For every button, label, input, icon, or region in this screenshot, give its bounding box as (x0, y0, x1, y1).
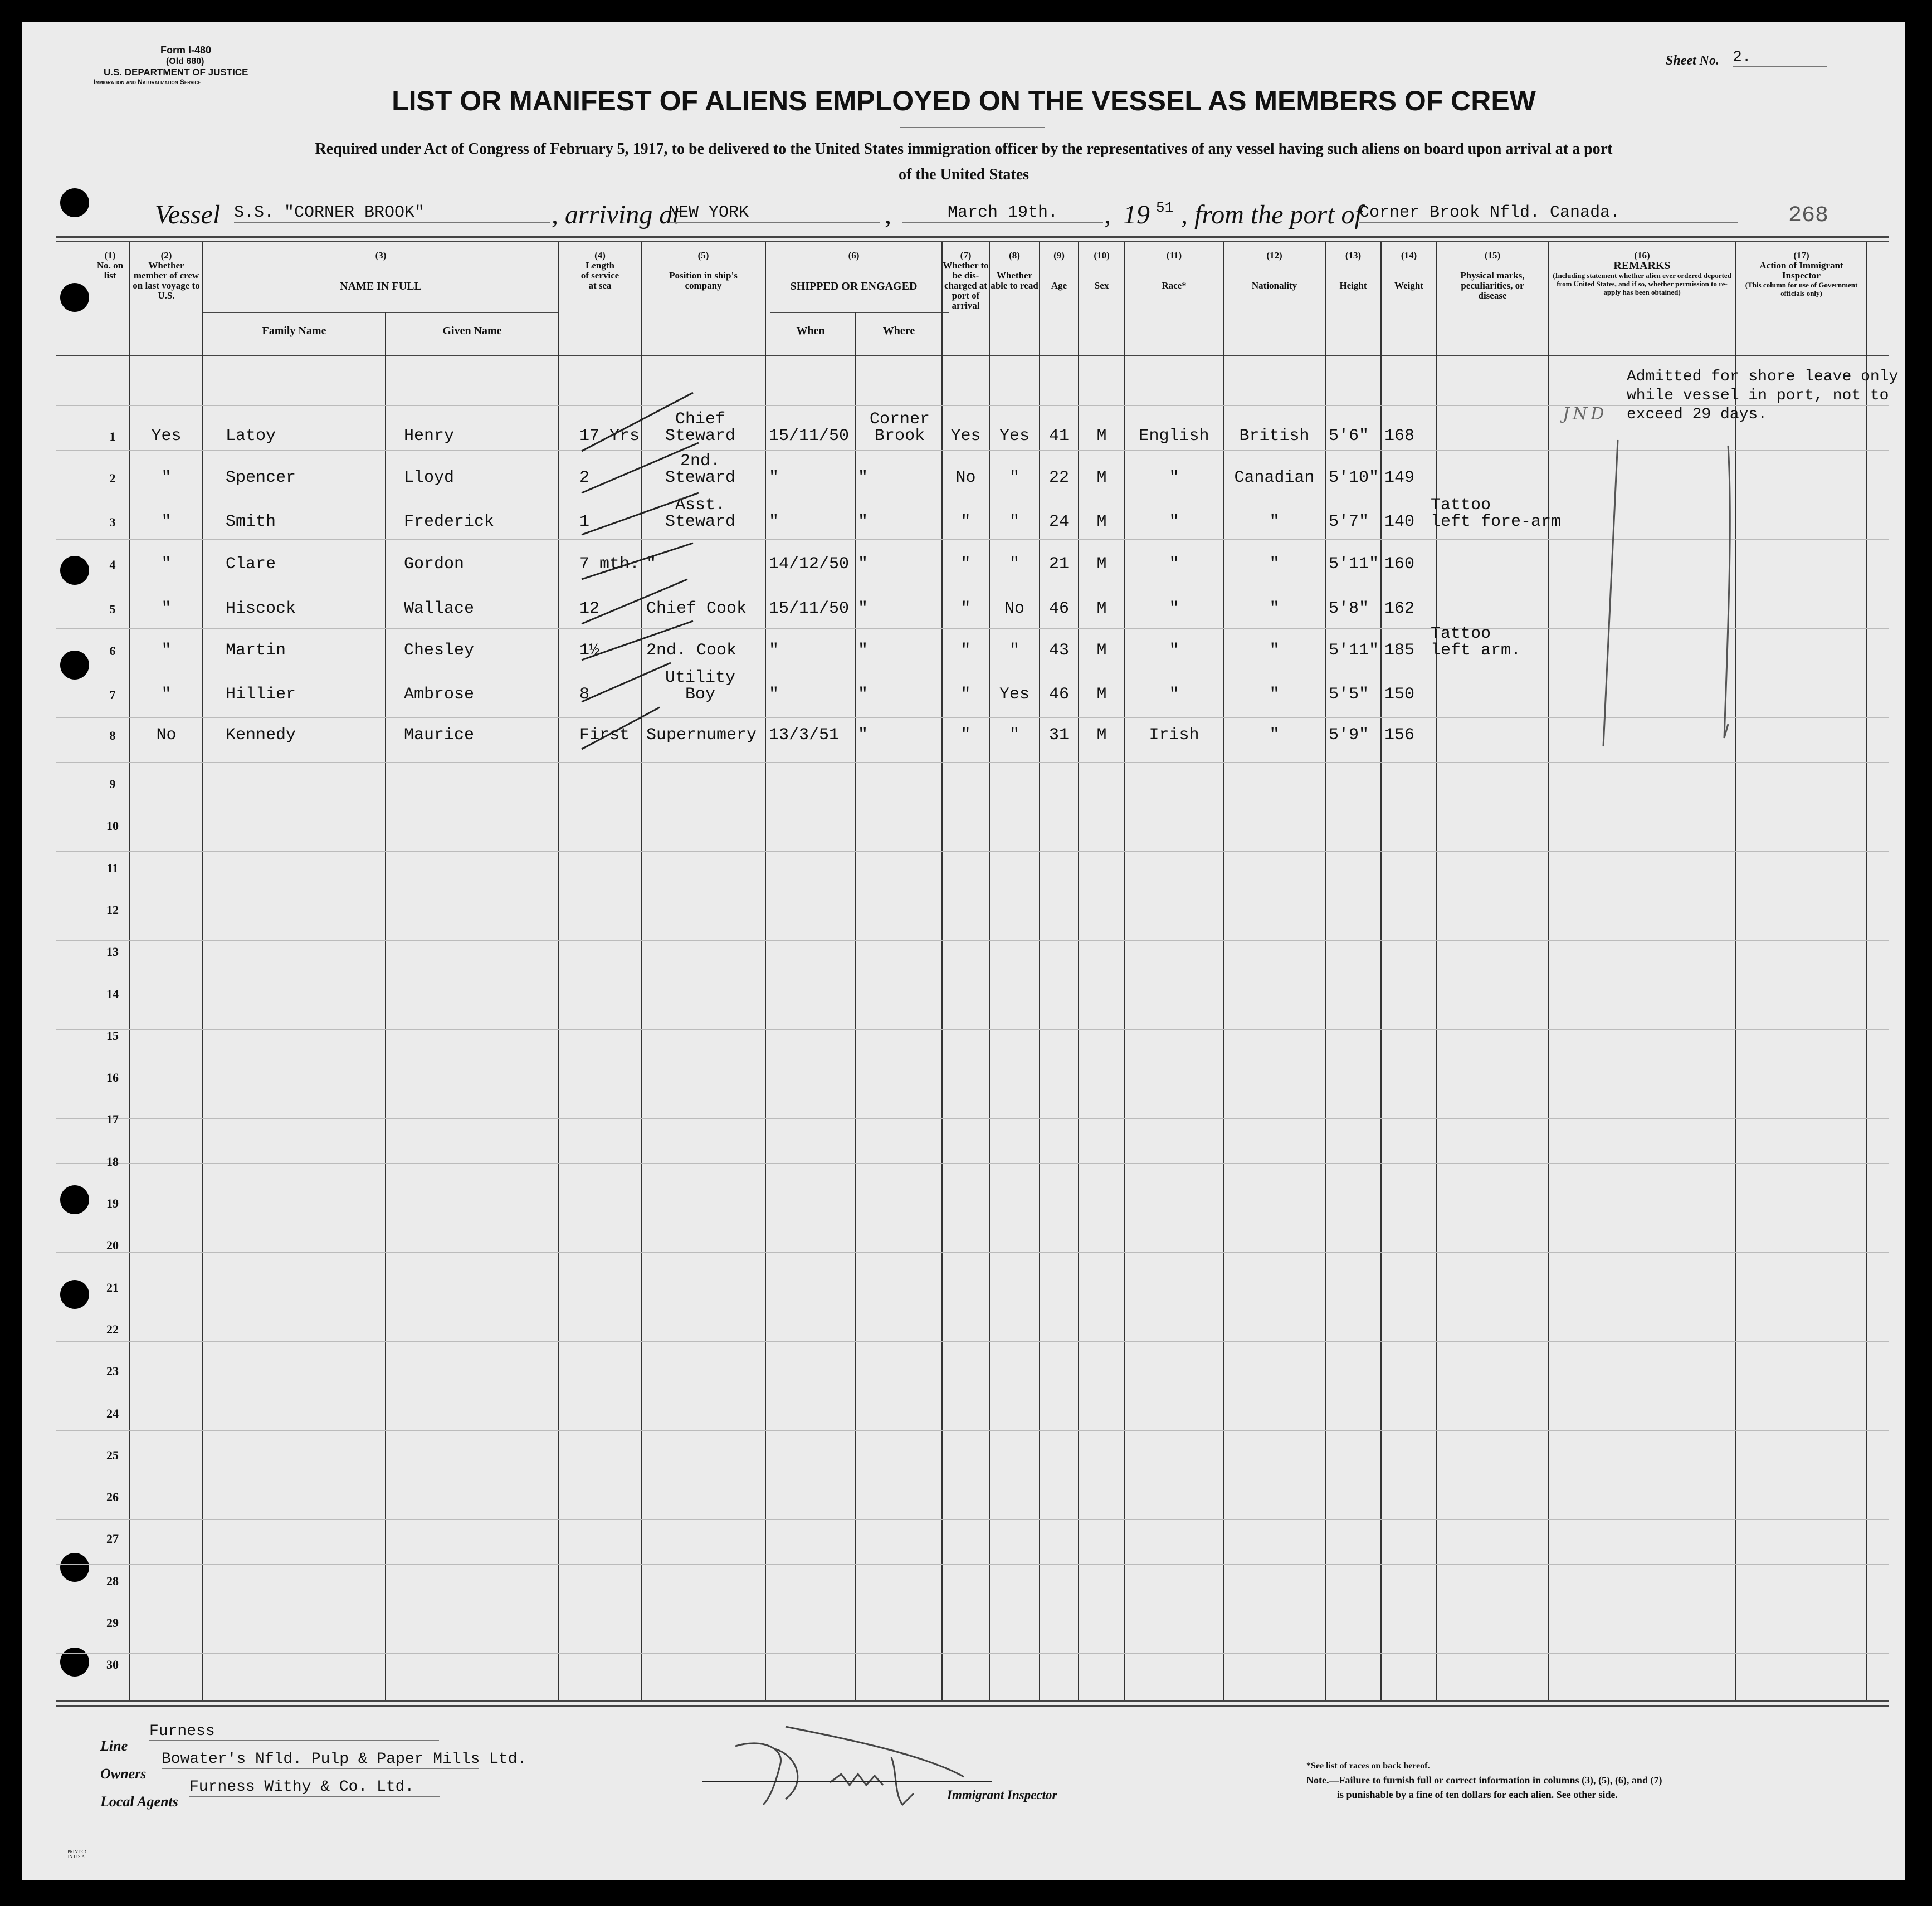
cell-sex: M (1096, 468, 1107, 487)
cell-family: Latoy (226, 427, 276, 446)
col-line (1078, 242, 1079, 1700)
row-number: 20 (106, 1238, 119, 1253)
cell-given: Frederick (404, 512, 495, 531)
cell-height: 5'5" (1329, 685, 1369, 704)
cell-given: Ambrose (404, 685, 475, 704)
col-line (1380, 242, 1382, 1700)
col-6a-label: When (796, 325, 825, 337)
service-column-slashes (559, 359, 726, 771)
col-line (1548, 242, 1549, 1700)
col-4-label: Length of service at sea (580, 260, 619, 291)
cell-marks: Tattoo left fore-arm (1431, 496, 1562, 531)
cell-discharged: No (955, 468, 976, 487)
cell-when: " (769, 685, 779, 704)
cell-given: Wallace (404, 599, 475, 618)
cell-read: " (1009, 512, 1019, 531)
col-line (765, 242, 766, 1700)
cell-race: " (1169, 468, 1179, 487)
col-12-header (1224, 251, 1325, 291)
col-15-label: Physical marks, peculiarities, or disease (1460, 270, 1525, 301)
cell-when: 15/11/50 (769, 599, 850, 618)
row-number: 14 (106, 986, 119, 1001)
cell-race: English (1139, 427, 1209, 446)
cell-last-voyage: " (161, 512, 172, 531)
cell-where: Corner Brook (869, 410, 930, 446)
col-line (1436, 242, 1437, 1700)
cell-read: Yes (999, 427, 1030, 446)
cell-where: " (858, 599, 869, 618)
cell-position: 2nd. Steward (665, 452, 736, 487)
remarks-bracket-marks (1582, 434, 1760, 752)
table-top-border (56, 236, 1889, 238)
cell-discharged: Yes (950, 427, 981, 446)
cell-position: Asst. Steward (665, 496, 736, 531)
col-10-number: (10) (1094, 250, 1110, 261)
col-5-label: Position in ship's company (669, 270, 738, 291)
cell-age: 46 (1048, 685, 1069, 704)
cell-discharged: " (960, 726, 971, 745)
col-8-header (990, 251, 1039, 291)
page-title: LIST OR MANIFEST OF ALIENS EMPLOYED ON THE VESSEL AS MEMBERS OF CREW (392, 85, 1536, 116)
col-3a-label: Family Name (262, 325, 326, 337)
col-15-header (1437, 251, 1548, 301)
manifest-sheet (22, 22, 1905, 1880)
row-number: 4 (109, 558, 116, 571)
owners-value: Bowater's Nfld. Pulp & Paper Mills Ltd. (162, 1751, 527, 1768)
col-7-label: Whether to be dis-charged at port of arrival (943, 260, 989, 311)
cell-given: Lloyd (404, 468, 455, 487)
col-5-number: (5) (697, 250, 709, 261)
row-rule (56, 1519, 1889, 1520)
remarks-line-1: Admitted for shore leave only (1627, 368, 1899, 385)
col-17-note: (This column for use of Government officials only) (1745, 281, 1858, 297)
cell-sex: M (1096, 599, 1107, 618)
row-number: 22 (106, 1322, 119, 1336)
row-rule (56, 762, 1889, 763)
col-line (1039, 242, 1040, 1700)
cell-last-voyage: " (161, 641, 172, 660)
cell-sex: M (1096, 512, 1107, 531)
col-1-label: No. on list (96, 260, 124, 281)
cell-when: " (769, 468, 779, 487)
row-rule (56, 1653, 1889, 1654)
cell-service: First (579, 726, 630, 745)
form-old-number: (Old 680) (166, 57, 204, 66)
cell-when: 14/12/50 (769, 555, 850, 574)
row-number: 8 (109, 729, 116, 742)
cell-given: Henry (404, 427, 455, 446)
row-number: 24 (106, 1406, 119, 1420)
col-line (989, 242, 990, 1700)
col-13-label: Height (1339, 280, 1367, 291)
row-number: 13 (106, 945, 119, 959)
cell-given: Chesley (404, 641, 475, 660)
row-number: 10 (106, 819, 119, 833)
remarks-line-2: while vessel in port, not to (1627, 387, 1889, 404)
cell-age: 24 (1048, 512, 1069, 531)
remarks-line-3: exceed 29 days. (1627, 406, 1768, 423)
cell-weight: 160 (1384, 555, 1415, 574)
col-10-header (1079, 251, 1124, 291)
vessel-name: S.S. "CORNER BROOK" (234, 203, 550, 223)
cell-when: " (769, 641, 779, 660)
table-bottom-border (56, 1700, 1889, 1702)
col-9-header (1040, 251, 1078, 291)
row-number: 29 (106, 1616, 119, 1630)
cell-service: 8 (579, 685, 590, 704)
cell-where: " (858, 641, 869, 660)
col-line (129, 242, 130, 1700)
form-number: Form I-480 (160, 45, 212, 56)
signature-line (702, 1781, 992, 1782)
cell-age: 22 (1048, 468, 1069, 487)
cell-sex: M (1096, 641, 1107, 660)
comma-sep: , (885, 200, 891, 229)
cell-age: 31 (1048, 726, 1069, 745)
col-11-label: Race* (1162, 280, 1187, 291)
col-3-number: (3) (375, 250, 387, 261)
cell-where: " (858, 726, 869, 745)
col-8-label: Whether able to read (991, 270, 1038, 291)
cell-race: " (1169, 685, 1179, 704)
col-16-header (1549, 251, 1735, 296)
col-15-number: (15) (1484, 250, 1501, 261)
comma-sep: , (1104, 200, 1111, 229)
row-number: 30 (106, 1658, 119, 1672)
row-number: 12 (106, 902, 119, 917)
punch-hole (60, 1648, 89, 1677)
row-number: 28 (106, 1573, 119, 1588)
row-rule (56, 1252, 1889, 1253)
sheet-number: 2. (1733, 49, 1827, 67)
col-line (1124, 242, 1125, 1700)
cell-service: 7 mth. (579, 555, 640, 574)
col-12-label: Nationality (1251, 280, 1297, 291)
cell-given: Gordon (404, 555, 465, 574)
line-label: Line (100, 1738, 128, 1754)
cell-read: " (1009, 726, 1019, 745)
cell-last-voyage: No (156, 726, 177, 745)
cell-family: Hiscock (226, 599, 296, 618)
line-value: Furness (149, 1723, 439, 1741)
col-7-number: (7) (960, 250, 972, 261)
cell-position: Supernumery (646, 726, 757, 745)
col-6b-label: Where (882, 325, 915, 337)
cell-sex: M (1096, 726, 1107, 745)
col-14-number: (14) (1401, 250, 1417, 261)
cell-height: 5'11" (1329, 555, 1379, 574)
punch-hole (60, 1185, 89, 1214)
arriving-label: , arriving at (552, 200, 680, 229)
table-top-border (56, 241, 1889, 242)
cell-given: Maurice (404, 726, 475, 745)
cell-when: 13/3/51 (769, 726, 840, 745)
cell-marks: Tattoo left arm. (1431, 624, 1521, 660)
col-3b-label: Given Name (442, 325, 502, 337)
row-number: 15 (106, 1028, 119, 1043)
cell-weight: 168 (1384, 427, 1415, 446)
row-number: 3 (109, 515, 116, 529)
cell-height: 5'6" (1329, 427, 1369, 446)
col-2-header (131, 251, 201, 301)
row-number: 19 (106, 1196, 119, 1210)
cell-read: " (1009, 555, 1019, 574)
col-6-header (766, 251, 941, 261)
row-rule (56, 1430, 1889, 1431)
cell-sex: M (1096, 685, 1107, 704)
cell-read: " (1009, 641, 1019, 660)
cell-weight: 149 (1384, 468, 1415, 487)
cell-nationality: " (1269, 599, 1280, 618)
cell-discharged: " (960, 641, 971, 660)
row-rule (56, 405, 1889, 406)
cell-when: " (769, 512, 779, 531)
col-12-number: (12) (1266, 250, 1282, 261)
cell-weight: 150 (1384, 685, 1415, 704)
cell-position: Utility Boy (665, 668, 736, 704)
local-agents-value: Furness Withy & Co. Ltd. (189, 1778, 440, 1797)
cell-where: " (858, 555, 869, 574)
row-number: 21 (106, 1280, 119, 1294)
row-rule (56, 1118, 1889, 1119)
row-rule (56, 1029, 1889, 1030)
service-name: Immigration and Naturalization Service (94, 78, 201, 86)
arrival-date: March 19th. (902, 203, 1103, 223)
inspector-label: Immigrant Inspector (947, 1788, 1057, 1802)
row-number: 27 (106, 1532, 119, 1546)
row-number: 5 (109, 602, 116, 616)
table-bottom-border (56, 1705, 1889, 1707)
cell-service: 17 Yrs (579, 427, 640, 446)
cell-height: 5'7" (1329, 512, 1369, 531)
cell-weight: 185 (1384, 641, 1415, 660)
arrival-port: NEW YORK (669, 203, 880, 223)
row-number: 6 (109, 644, 116, 658)
cell-race: " (1169, 641, 1179, 660)
departure-port: Corner Brook Nfld. Canada. (1359, 203, 1738, 223)
form-subtitle-line2: of the United States (898, 166, 1030, 183)
cell-age: 21 (1048, 555, 1069, 574)
cell-race: Irish (1149, 726, 1199, 745)
col-14-header (1382, 251, 1436, 291)
cell-family: Clare (226, 555, 276, 574)
cell-where: " (858, 685, 869, 704)
cell-discharged: " (960, 685, 971, 704)
form-subtitle-line1: Required under Act of Congress of February 5, 1917, to be delivered to the United States immigration officer by the representatives of any vessel having such aliens on board upon arrival at a port (315, 140, 1613, 158)
year-prefix: 19 (1123, 200, 1150, 229)
row-rule (56, 940, 1889, 941)
cell-height: 5'9" (1329, 726, 1369, 745)
col-3-header (203, 251, 558, 261)
penalty-note-2: is punishable by a fine of ten dollars for each alien. See other side. (1337, 1789, 1618, 1800)
col-9-number: (9) (1053, 250, 1065, 261)
col-5-header (642, 251, 765, 291)
row-number: 9 (109, 777, 116, 791)
row-number: 11 (106, 861, 119, 875)
cell-weight: 156 (1384, 726, 1415, 745)
col-6-number: (6) (848, 250, 860, 261)
cell-family: Martin (226, 641, 286, 660)
col-7-header (943, 251, 989, 311)
row-number: 18 (106, 1154, 119, 1169)
punch-hole (60, 283, 89, 312)
cell-discharged: " (960, 555, 971, 574)
title-underline (900, 127, 1045, 128)
cell-discharged: " (960, 512, 971, 531)
stamp-number: 268 (1788, 203, 1829, 228)
col-line (941, 242, 943, 1700)
cell-discharged: " (960, 599, 971, 618)
cell-where: " (858, 468, 869, 487)
row-number: 25 (106, 1448, 119, 1462)
col-13-number: (13) (1345, 250, 1362, 261)
row-rule (56, 851, 1889, 852)
row-number: 1 (109, 429, 116, 443)
row-number: 26 (106, 1490, 119, 1504)
col-17-header (1736, 251, 1866, 297)
year-suffix: 51 (1156, 199, 1174, 216)
name-subheader-divider (203, 312, 558, 313)
cell-family: Spencer (226, 468, 296, 487)
col-9-label: Age (1051, 280, 1067, 291)
cell-when: 15/11/50 (769, 427, 850, 446)
cell-age: 41 (1048, 427, 1069, 446)
col-10-label: Sex (1094, 280, 1109, 291)
cell-sex: M (1096, 427, 1107, 446)
col-line (1325, 242, 1326, 1700)
punch-hole (60, 651, 89, 680)
col-2-label: Whether member of crew on last voyage to U.S. (133, 260, 200, 301)
cell-read: " (1009, 468, 1019, 487)
cell-nationality: " (1269, 555, 1280, 574)
col-line (385, 312, 386, 1700)
col-3-label: NAME IN FULL (340, 280, 422, 292)
cell-service: 1 (579, 512, 590, 531)
cell-service: 12 (579, 599, 600, 618)
row-rule (56, 1163, 1889, 1164)
cell-position: Chief Cook (646, 599, 747, 618)
row-number: 16 (106, 1071, 119, 1085)
cell-nationality: British (1239, 427, 1310, 446)
col-line (202, 242, 203, 1700)
cell-family: Kennedy (226, 726, 296, 745)
cell-age: 46 (1048, 599, 1069, 618)
punch-hole (60, 1280, 89, 1309)
col-1-number: (1) (104, 250, 116, 261)
col-13-header (1326, 251, 1380, 291)
cell-race: " (1169, 512, 1179, 531)
sheet-label: Sheet No. (1666, 53, 1719, 68)
printer-mark: PRINTED IN U.S.A. (67, 1849, 86, 1859)
shipped-subheader-divider (770, 312, 949, 313)
col-6-label: SHIPPED OR ENGAGED (790, 280, 918, 292)
col-17-number: (17) (1793, 250, 1809, 261)
row-number: 23 (106, 1364, 119, 1379)
vessel-label: Vessel (155, 200, 221, 229)
col-2-number: (2) (160, 250, 172, 261)
cell-weight: 162 (1384, 599, 1415, 618)
col-8-number: (8) (1009, 250, 1020, 261)
col-11-header (1125, 251, 1223, 291)
cell-position: " (646, 555, 657, 574)
col-17-label: Action of Immigrant Inspector (1759, 260, 1843, 281)
cell-age: 43 (1048, 641, 1069, 660)
cell-where: " (858, 512, 869, 531)
cell-sex: M (1096, 555, 1107, 574)
cell-nationality: " (1269, 512, 1280, 531)
row-rule (56, 1341, 1889, 1342)
cell-nationality: " (1269, 726, 1280, 745)
cell-read: No (1004, 599, 1024, 618)
cell-nationality: Canadian (1234, 468, 1315, 487)
cell-position: 2nd. Cook (646, 641, 737, 660)
punch-hole (60, 1553, 89, 1582)
row-rule (56, 1564, 1889, 1565)
cell-height: 5'8" (1329, 599, 1369, 618)
col-line (1866, 242, 1867, 1700)
col-4-number: (4) (594, 250, 606, 261)
punch-hole (60, 556, 89, 585)
cell-nationality: " (1269, 685, 1280, 704)
penalty-note-1: Note.—Failure to furnish full or correct information in columns (3), (5), (6), and (7) (1306, 1775, 1662, 1786)
cell-last-voyage: " (161, 685, 172, 704)
col-16-note: (Including statement whether alien ever ordered deported from United States, and if so, whether permission to re-apply has been obtained) (1553, 271, 1731, 296)
cell-weight: 140 (1384, 512, 1415, 531)
inspector-initials: JND (1563, 404, 1608, 424)
col-16-number: (16) (1634, 250, 1650, 261)
col-16-label: REMARKS (1613, 260, 1671, 272)
punch-hole (60, 188, 89, 217)
cell-race: " (1169, 555, 1179, 574)
col-14-label: Weight (1394, 280, 1423, 291)
local-agents-label: Local Agents (100, 1793, 178, 1810)
cell-read: Yes (999, 685, 1030, 704)
owners-label: Owners (100, 1766, 147, 1782)
cell-family: Hillier (226, 685, 296, 704)
row-number: 17 (106, 1112, 119, 1127)
department-name: U.S. DEPARTMENT OF JUSTICE (104, 67, 248, 77)
header-bottom-border (56, 355, 1889, 356)
cell-position: Chief Steward (665, 410, 736, 446)
cell-last-voyage: " (161, 468, 172, 487)
cell-service: 2 (579, 468, 590, 487)
row-number: 7 (109, 688, 116, 702)
col-line (855, 312, 856, 1700)
cell-family: Smith (226, 512, 276, 531)
cell-last-voyage: " (161, 599, 172, 618)
cell-race: " (1169, 599, 1179, 618)
cell-last-voyage: " (161, 555, 172, 574)
col-1-header (92, 251, 128, 281)
col-4-header (559, 251, 641, 291)
cell-height: 5'10" (1329, 468, 1379, 487)
cell-service: 1½ (579, 641, 600, 660)
cell-last-voyage: Yes (151, 427, 182, 446)
col-line (1223, 242, 1224, 1700)
from-port-label: , from the port of (1181, 200, 1362, 229)
cell-nationality: " (1269, 641, 1280, 660)
cell-height: 5'11" (1329, 641, 1379, 660)
col-11-number: (11) (1166, 250, 1182, 261)
row-number: 2 (109, 471, 116, 485)
races-note: *See list of races on back hereof. (1306, 1761, 1430, 1771)
